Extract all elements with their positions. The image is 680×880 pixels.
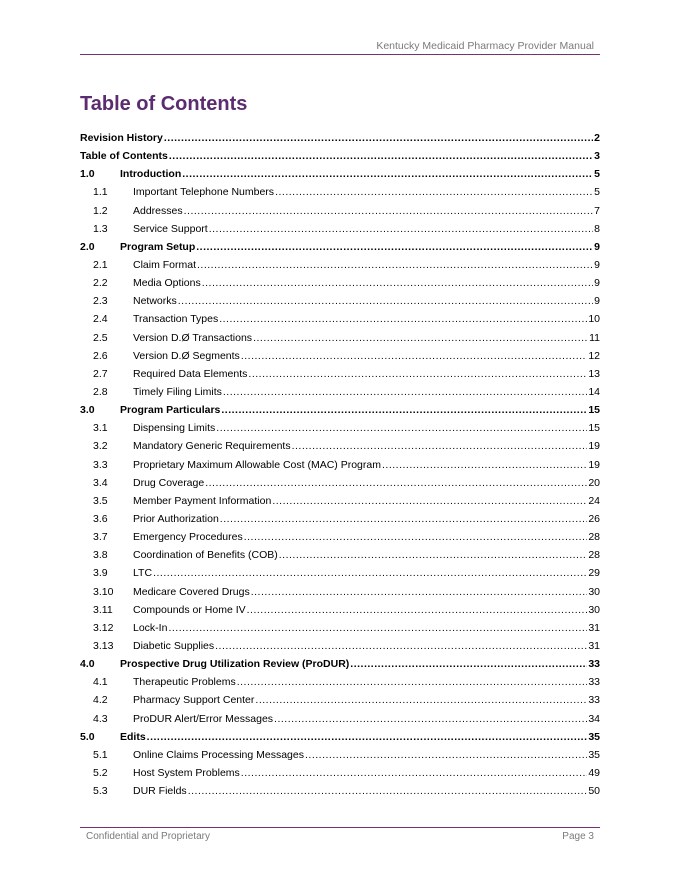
- toc-entry-label: DUR Fields: [133, 785, 187, 798]
- toc-entry-label: Service Support: [133, 222, 208, 235]
- toc-entry-label: Prior Authorization: [133, 512, 219, 525]
- toc-entry[interactable]: [80, 673, 600, 691]
- toc-entry-label: Timely Filing Limits: [133, 385, 222, 398]
- toc-leader-dots: [164, 129, 593, 147]
- toc-entry-label: Prospective Drug Utilization Review (ProDUR): [120, 658, 350, 671]
- toc-leader-dots: [184, 202, 594, 220]
- toc-entry[interactable]: [80, 238, 600, 256]
- toc-entry-number: 3.10: [93, 585, 114, 598]
- toc-leader-dots: [223, 383, 587, 401]
- toc-entry[interactable]: [80, 365, 600, 383]
- toc-entry-number: 2.1: [93, 258, 108, 271]
- toc-entry-label: Proprietary Maximum Allowable Cost (MAC) Program: [133, 458, 381, 471]
- toc-leader-dots: [275, 183, 593, 201]
- toc-entry[interactable]: [80, 292, 600, 310]
- toc-entry-label: Program Setup: [120, 240, 196, 253]
- toc-entry-number: 2.8: [93, 385, 108, 398]
- toc-entry[interactable]: [80, 437, 600, 455]
- toc-entry-page: 5: [594, 168, 600, 181]
- toc-leader-dots: [216, 419, 587, 437]
- toc-leader-dots: [382, 456, 587, 474]
- toc-leader-dots: [215, 637, 587, 655]
- toc-entry-label: Online Claims Processing Messages: [133, 748, 304, 761]
- toc-leader-dots: [241, 347, 588, 365]
- toc-entry-label: Claim Format: [133, 258, 197, 271]
- toc-entry-label: ProDUR Alert/Error Messages: [133, 712, 274, 725]
- toc-entry-page: 30: [588, 603, 600, 616]
- toc-entry-number: 5.1: [93, 748, 108, 761]
- toc-leader-dots: [241, 764, 588, 782]
- toc-leader-dots: [197, 256, 593, 274]
- toc-entry[interactable]: [80, 782, 600, 800]
- toc-entry[interactable]: [80, 474, 600, 492]
- toc-entry-page: 33: [588, 658, 600, 671]
- toc-leader-dots: [147, 728, 588, 746]
- toc-entry-page: 49: [588, 766, 600, 779]
- toc-entry-page: 28: [588, 531, 600, 544]
- toc-entry-page: 33: [588, 694, 600, 707]
- toc-entry-label: Lock-In: [133, 621, 168, 634]
- footer-confidential: Confidential and Proprietary: [86, 831, 210, 842]
- toc-entry[interactable]: [80, 419, 600, 437]
- toc-entry[interactable]: [80, 746, 600, 764]
- toc-entry-page: 9: [594, 240, 600, 253]
- toc-entry[interactable]: [80, 546, 600, 564]
- toc-entry[interactable]: [80, 691, 600, 709]
- toc-entry-number: 3.1: [93, 422, 108, 435]
- toc-entry-page: 9: [594, 295, 600, 308]
- toc-entry-page: 19: [588, 440, 600, 453]
- toc-leader-dots: [196, 238, 593, 256]
- toc-entry-page: 29: [588, 567, 600, 580]
- toc-entry-number: 3.9: [93, 567, 108, 580]
- toc-entry[interactable]: [80, 329, 600, 347]
- toc-leader-dots: [251, 583, 588, 601]
- toc-entry-label: Therapeutic Problems: [133, 676, 236, 689]
- footer-divider: [80, 827, 600, 828]
- toc-entry-page: 10: [588, 313, 600, 326]
- toc-entry-page: 34: [588, 712, 600, 725]
- toc-entry-page: 30: [588, 585, 600, 598]
- toc-entry-number: 3.12: [93, 621, 114, 634]
- toc-entry-page: 13: [588, 367, 600, 380]
- toc-entry-label: Networks: [133, 295, 177, 308]
- toc-entry-page: 5: [594, 186, 600, 199]
- toc-entry-label: Host System Problems: [133, 766, 240, 779]
- toc-entry-label: Member Payment Information: [133, 494, 272, 507]
- toc-entry-label: Mandatory Generic Requirements: [133, 440, 291, 453]
- toc-entry-page: 35: [588, 730, 600, 743]
- toc-entry-label: Diabetic Supplies: [133, 639, 215, 652]
- toc-entry-number: 4.0: [80, 658, 95, 671]
- toc-entry-number: 3.0: [80, 404, 95, 417]
- toc-leader-dots: [292, 437, 588, 455]
- toc-entry-page: 11: [589, 331, 600, 344]
- toc-entry[interactable]: [80, 655, 600, 673]
- toc-entry-label: Revision History: [80, 132, 163, 144]
- toc-entry-page: 15: [588, 422, 600, 435]
- toc-leader-dots: [153, 564, 587, 582]
- toc-entry-page: 24: [588, 494, 600, 507]
- toc-leader-dots: [305, 746, 587, 764]
- toc-entry[interactable]: [80, 256, 600, 274]
- toc-entry-label: Important Telephone Numbers: [133, 186, 275, 199]
- toc-entry[interactable]: [80, 728, 600, 746]
- toc-entry[interactable]: [80, 129, 600, 147]
- header-title: Kentucky Medicaid Pharmacy Provider Manual: [376, 40, 594, 52]
- toc-entry-page: 28: [588, 549, 600, 562]
- toc-entry-number: 2.4: [93, 313, 108, 326]
- toc-entry-number: 2.0: [80, 240, 95, 253]
- toc-entry-label: Version D.Ø Transactions: [133, 331, 253, 344]
- toc-entry-label: Required Data Elements: [133, 367, 248, 380]
- toc-leader-dots: [205, 474, 587, 492]
- toc-entry-page: 31: [588, 621, 600, 634]
- toc-entry-number: 3.2: [93, 440, 108, 453]
- toc-leader-dots: [219, 310, 587, 328]
- toc-entry[interactable]: [80, 274, 600, 292]
- toc-entry[interactable]: [80, 583, 600, 601]
- toc-entry-page: 14: [588, 385, 600, 398]
- toc-entry-page: 20: [588, 476, 600, 489]
- toc-leader-dots: [221, 401, 587, 419]
- toc-entry-number: 3.3: [93, 458, 108, 471]
- toc-leader-dots: [169, 147, 593, 165]
- toc-entry-page: 12: [588, 349, 600, 362]
- toc-entry-label: Emergency Procedures: [133, 531, 243, 544]
- toc-entry-number: 4.2: [93, 694, 108, 707]
- toc-entry-page: 33: [588, 676, 600, 689]
- toc-entry[interactable]: [80, 601, 600, 619]
- header-divider: [80, 54, 600, 55]
- toc-entry-page: 8: [594, 222, 600, 235]
- toc-entry[interactable]: [80, 310, 600, 328]
- toc-leader-dots: [237, 673, 588, 691]
- toc-entry[interactable]: [80, 347, 600, 365]
- toc-entry[interactable]: [80, 147, 600, 165]
- toc-leader-dots: [168, 619, 587, 637]
- toc-leader-dots: [255, 691, 587, 709]
- toc-entry-number: 4.3: [93, 712, 108, 725]
- toc-entry[interactable]: [80, 456, 600, 474]
- toc-entry-label: Version D.Ø Segments: [133, 349, 240, 362]
- toc-entry-page: 19: [588, 458, 600, 471]
- toc-entry-label: Dispensing Limits: [133, 422, 216, 435]
- toc-entry-label: Compounds or Home IV: [133, 603, 246, 616]
- toc-entry-page: 2: [594, 132, 600, 144]
- toc-leader-dots: [247, 601, 588, 619]
- toc-entry[interactable]: [80, 637, 600, 655]
- toc-entry-page: 50: [588, 785, 600, 798]
- toc-entry-number: 5.2: [93, 766, 108, 779]
- toc-entry-number: 2.2: [93, 277, 108, 290]
- toc-entry-label: LTC: [133, 567, 153, 580]
- toc-entry-label: Table of Contents: [80, 150, 168, 163]
- toc-entry-number: 1.0: [80, 168, 95, 181]
- toc-leader-dots: [279, 546, 588, 564]
- toc-entry-number: 1.1: [93, 186, 108, 199]
- toc-entry[interactable]: [80, 401, 600, 419]
- toc-entry-label: Edits: [120, 730, 146, 743]
- toc-entry[interactable]: [80, 220, 600, 238]
- toc-entry[interactable]: [80, 619, 600, 637]
- toc-entry-label: Medicare Covered Drugs: [133, 585, 250, 598]
- toc-entry-number: 2.3: [93, 295, 108, 308]
- toc-leader-dots: [274, 710, 587, 728]
- toc-entry-label: Addresses: [133, 204, 183, 217]
- toc-entry-number: 3.7: [93, 531, 108, 544]
- toc-leader-dots: [178, 292, 593, 310]
- toc-entry[interactable]: [80, 528, 600, 546]
- toc-leader-dots: [220, 510, 588, 528]
- toc-entry-number: 1.2: [93, 204, 108, 217]
- page-title: Table of Contents: [80, 93, 248, 115]
- toc-leader-dots: [272, 492, 587, 510]
- toc-entry-page: 15: [588, 404, 600, 417]
- toc-entry[interactable]: [80, 202, 600, 220]
- toc-entry-number: 1.3: [93, 222, 108, 235]
- toc-entry-page: 31: [588, 639, 600, 652]
- toc-entry-number: 2.5: [93, 331, 108, 344]
- toc-entry[interactable]: [80, 510, 600, 528]
- toc-entry-number: 2.6: [93, 349, 108, 362]
- toc-entry-page: 35: [588, 748, 600, 761]
- toc-entry-page: 26: [588, 512, 600, 525]
- toc-leader-dots: [244, 528, 588, 546]
- toc-entry-number: 3.6: [93, 512, 108, 525]
- toc-leader-dots: [188, 782, 588, 800]
- toc-entry-label: Transaction Types: [133, 313, 219, 326]
- toc-leader-dots: [209, 220, 593, 238]
- footer-page-number: Page 3: [562, 831, 594, 842]
- toc-entry[interactable]: [80, 165, 600, 183]
- toc-entry-label: Program Particulars: [120, 404, 221, 417]
- toc-entry-label: Introduction: [120, 168, 182, 181]
- toc-entry-label: Coordination of Benefits (COB): [133, 549, 278, 562]
- table-of-contents: [80, 129, 600, 800]
- toc-entry[interactable]: [80, 564, 600, 582]
- toc-entry[interactable]: [80, 183, 600, 201]
- toc-entry-number: 3.5: [93, 494, 108, 507]
- toc-entry[interactable]: [80, 710, 600, 728]
- toc-entry[interactable]: [80, 492, 600, 510]
- toc-leader-dots: [182, 165, 593, 183]
- toc-leader-dots: [350, 655, 587, 673]
- toc-leader-dots: [253, 329, 588, 347]
- toc-entry-number: 5.3: [93, 785, 108, 798]
- toc-entry-number: 4.1: [93, 676, 108, 689]
- toc-leader-dots: [202, 274, 593, 292]
- toc-entry-label: Media Options: [133, 277, 201, 290]
- toc-entry-page: 9: [594, 258, 600, 271]
- toc-entry[interactable]: [80, 383, 600, 401]
- toc-leader-dots: [248, 365, 587, 383]
- toc-entry-label: Pharmacy Support Center: [133, 694, 255, 707]
- toc-entry-number: 2.7: [93, 367, 108, 380]
- toc-entry-number: 5.0: [80, 730, 95, 743]
- toc-entry[interactable]: [80, 764, 600, 782]
- toc-entry-number: 3.4: [93, 476, 108, 489]
- toc-entry-page: 7: [594, 204, 600, 217]
- toc-entry-number: 3.8: [93, 549, 108, 562]
- toc-entry-page: 3: [594, 150, 600, 163]
- toc-entry-number: 3.13: [93, 639, 114, 652]
- toc-entry-label: Drug Coverage: [133, 476, 205, 489]
- toc-entry-page: 9: [594, 277, 600, 290]
- toc-entry-number: 3.11: [93, 603, 113, 616]
